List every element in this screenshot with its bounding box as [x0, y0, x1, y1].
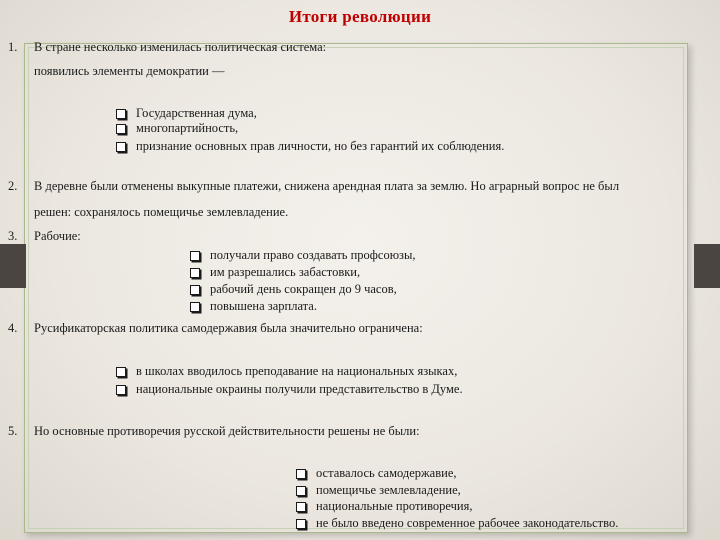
- item-3-bullet-4: [190, 299, 317, 314]
- bullet-text: получали право создавать профсоюзы,: [210, 248, 416, 262]
- checkbox-bullet-icon: [116, 109, 126, 119]
- item-1-line-2: появились элементы демократии —: [34, 64, 225, 78]
- item-1-line-1: В стране несколько изменилась политическая система:: [34, 40, 327, 54]
- bullet-text: рабочий день сокращен до 9 часов,: [210, 282, 397, 296]
- item-5-number: 5.: [8, 424, 18, 438]
- checkbox-bullet-icon: [190, 285, 200, 295]
- bullet-text: Государственная дума,: [136, 106, 257, 120]
- item-1-number: 1.: [8, 40, 18, 54]
- bullet-text: оставалось самодержавие,: [316, 466, 457, 480]
- item-1-bullet-3: [116, 139, 504, 154]
- item-3-number: 3.: [8, 229, 18, 243]
- bullet-text: национальные окраины получили представительство в Думе.: [136, 382, 463, 396]
- checkbox-bullet-icon: [116, 124, 126, 134]
- bullet-text: повышена зарплата.: [210, 299, 317, 313]
- item-3-bullet-2: [190, 265, 360, 280]
- item-3-bullet-3: [190, 282, 397, 297]
- item-2-line-1: В деревне были отменены выкупные платежи, снижена арендная плата за землю. Но аграрный вопрос не был: [34, 179, 620, 193]
- item-2-number: 2.: [8, 179, 18, 193]
- checkbox-bullet-icon: [190, 251, 200, 261]
- bullet-text: помещичье землевладение,: [316, 483, 461, 497]
- item-4-line-1: Русификаторская политика самодержавия была значительно ограничена:: [34, 321, 423, 335]
- item-2-line-2: решен: сохранялось помещичье землевладение.: [34, 205, 289, 219]
- right-side-bar: [694, 244, 720, 288]
- checkbox-bullet-icon: [190, 268, 200, 278]
- checkbox-bullet-icon: [116, 385, 126, 395]
- bullet-text: не было введено современное рабочее законодательство.: [316, 516, 619, 530]
- item-5-bullet-4: [296, 516, 618, 531]
- checkbox-bullet-icon: [296, 502, 306, 512]
- item-4-bullet-1: [116, 364, 457, 379]
- item-4-number: 4.: [8, 321, 18, 335]
- bullet-text: в школах вводилось преподавание на национальных языках,: [136, 364, 458, 378]
- checkbox-bullet-icon: [116, 142, 126, 152]
- item-1-bullet-2: [116, 121, 238, 136]
- item-5-line-1: Но основные противоречия русской действительности решены не были:: [34, 424, 420, 438]
- item-4-bullet-2: [116, 382, 463, 397]
- checkbox-bullet-icon: [296, 519, 306, 529]
- item-3-line-1: Рабочие:: [34, 229, 81, 243]
- checkbox-bullet-icon: [296, 469, 306, 479]
- bullet-text: национальные противоречия,: [316, 499, 473, 513]
- slide-title: Итоги революции: [288, 7, 432, 26]
- bullet-text: многопартийность,: [136, 121, 239, 135]
- checkbox-bullet-icon: [116, 367, 126, 377]
- left-side-bar: [0, 244, 26, 288]
- item-5-bullet-1: [296, 466, 457, 481]
- checkbox-bullet-icon: [296, 486, 306, 496]
- bullet-text: признание основных прав личности, но без гарантий их соблюдения.: [136, 139, 505, 153]
- item-5-bullet-2: [296, 483, 461, 498]
- item-3-bullet-1: [190, 248, 416, 263]
- item-5-bullet-3: [296, 499, 473, 514]
- bullet-text: им разрешались забастовки,: [210, 265, 361, 279]
- item-1-bullet-1: [116, 106, 257, 121]
- checkbox-bullet-icon: [190, 302, 200, 312]
